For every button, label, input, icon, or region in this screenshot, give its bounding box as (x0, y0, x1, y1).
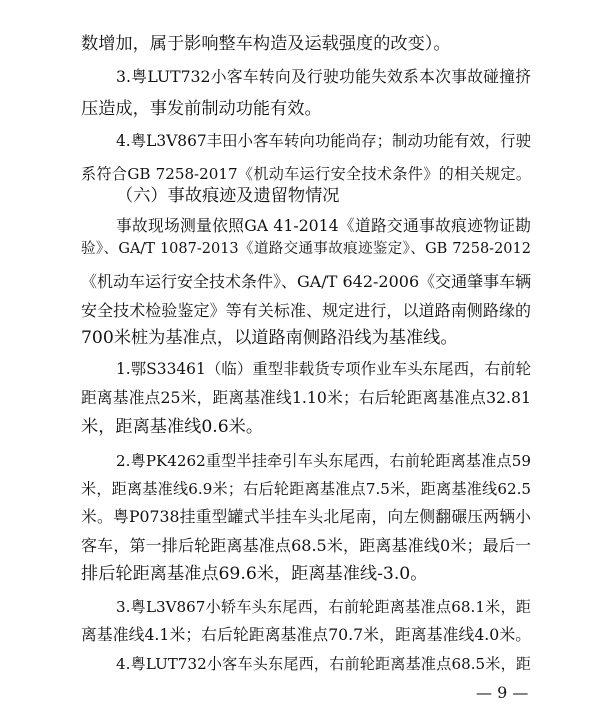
text-line: 米，距离基准线6.9米；右后轮距离基准点7.5米，距离基准线62.5 (81, 480, 531, 498)
text-line: 数增加，属于影响整车构造及运载强度的改变）。 (81, 34, 451, 54)
text-line: 《机动车运行安全技术条件》、GA/T 642-2006《交通肇事车辆 (81, 272, 532, 291)
text-line: 压造成，事发前制动功能有效。 (81, 99, 322, 119)
text-line: 安全技术检验鉴定》等有关标准、规定进行，以道路南侧路缘的 (81, 301, 531, 320)
text-line: 离基准线4.1米；右后轮距离基准点70.7米，距离基准线4.0米。 (81, 625, 531, 644)
text-line: 3.粤L3V867小轿车头东尾西，右前轮距离基准点68.1米，距 (116, 598, 531, 616)
text-line: 系符合GB 7258-2017《机动车运行安全技术条件》的相关规定。 (81, 165, 531, 183)
section-heading: （六）事故痕迹及遗留物情况 (116, 186, 340, 206)
text-line: 米，距离基准线0.6米。 (81, 417, 264, 437)
text-line: 3.粤LUT732小客车转向及行驶功能失效系本次事故碰撞挤 (116, 67, 531, 86)
text-line: 1.鄂S33461（临）重型非载货专项作业车头东尾西，右前轮 (116, 360, 531, 378)
text-line: 客车，第一排后轮距离基准点68.5米，距离基准线0米；最后一 (81, 536, 531, 555)
text-line: 米。粤P0738挂重型罐式半挂车头北尾南，向左侧翻碾压两辆小 (81, 507, 531, 526)
text-line: 距离基准点25米，距离基准线1.10米；右后轮距离基准点32.81 (81, 388, 531, 407)
text-line: 700米桩为基准点，以道路南侧路沿线为基准线。 (81, 328, 458, 348)
text-line: 2.粤PK4262重型半挂牵引车头东尾西，右前轮距离基准点59 (116, 452, 531, 470)
text-line: 验》、GA/T 1087-2013《道路交通事故痕迹鉴定》、GB 7258-2012 (81, 241, 531, 257)
text-line: 4.粤LUT732小客车头东尾西，右前轮距离基准点68.5米，距 (116, 655, 531, 673)
text-line: 4.粤L3V867丰田小客车转向功能尚存；制动功能有效，行驶 (116, 132, 531, 150)
text-line: 排后轮距离基准点69.6米，距离基准线-3.0。 (81, 564, 428, 584)
text-line: 事故现场测量依照GA 41-2014《道路交通事故痕迹物证勘 (116, 216, 531, 235)
page-number: — 9 — (476, 683, 529, 702)
